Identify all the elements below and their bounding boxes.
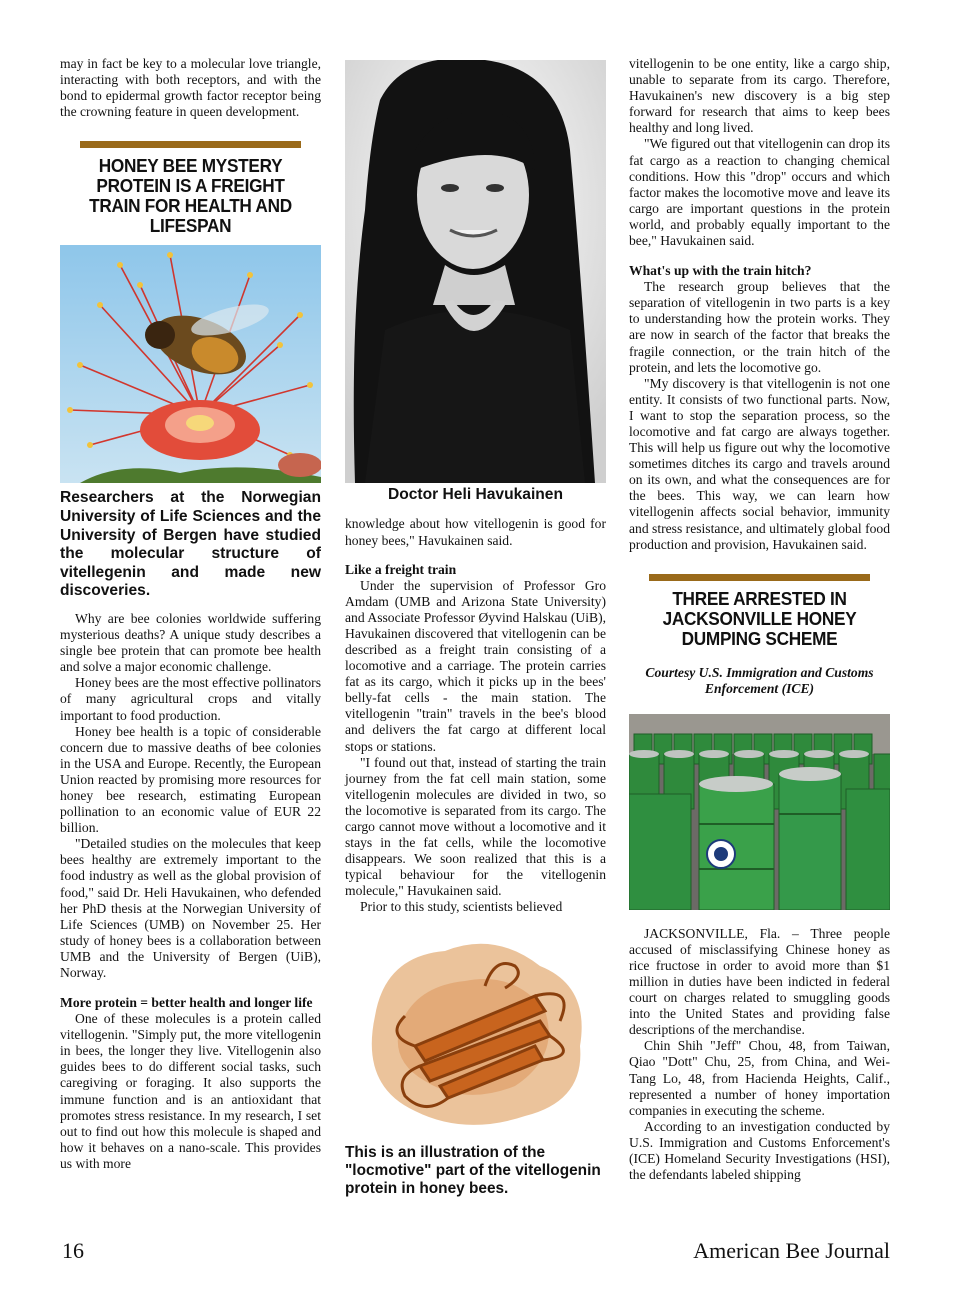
article-body-1 [60,611,321,1172]
article-headline-honey-dumping: THREE ARRESTED IN JACKSONVILLE HONEY DUMPING SCHEME [662,587,857,649]
bee-photo [60,245,321,483]
portrait-caption: Doctor Heli Havukainen [387,486,564,503]
page-number: 16 [62,1238,84,1263]
paragraph: Under the supervision of Professor Gro Amdam (UMB and Arizona State University) and Associate Professor Øyvind Halskau (UiB), Havukainen discovered that vitellogenin can be described as a freight train consisting of a locomotive and a carriage. The protein carries fat as its cargo, which it picks up in the bees' belly-fat cells - the main station. The vitellogenin "train" travels in the bee's blood and delivers the fat cargo at different local stops or stations. [345,577,606,754]
column-2 [345,60,606,1199]
article-body-3 [629,926,890,1184]
paragraph: vitellogenin to be one entity, like a cargo ship, unable to separate from its cargo. Therefore, Havukainen's new discovery is a big step forward for research that aims to keep bees healthy and long lived. [629,56,890,136]
paragraph: One of these molecules is a protein called vitellogenin. "Simply put, the more vitellogenin in bees, the longer they live. Vitellogenin also guides bees to do different social tasks, such caregiving or foraging. It also supports the immune function and is an antioxidant that promotes stress resistance. In my research, I set out to find out how this molecule is shaped and how it behaves on a nano-scale. This provides us with more [60,1011,321,1171]
column-1 [60,56,321,1172]
paragraph: Honey bees are the most effective pollinators of many agricultural crops and vitally important to food production. [60,675,321,723]
paragraph: "Detailed studies on the molecules that keep bees healthy are extremely important to the food industry as well as the global provision of food," said Dr. Heli Havukainen, who defended her PhD thesis at the Norwegian University of Life Sciences (UMB) on November 25. Her study of honey bees is a collaboration between UMB and the University of Bergen (UiB), Norway. [60,836,321,980]
portrait-photo [345,60,606,483]
intro-paragraph: may in fact be key to a molecular love triangle, interacting with both receptors, and with the bond to epidermal growth factor receptor being the crowning feature in queen development. [60,56,321,120]
headline-rule [80,141,301,148]
subheading: More protein = better health and longer life [60,995,313,1011]
paragraph: Prior to this study, scientists believed [360,899,563,915]
paragraph: "We figured out that vitellogenin can drop its fat cargo as a reaction to changing chemical conditions. How this "drop" occurs and which factor makes the locomotive move and leave its cargo are important questions in the protein world, and probably equally important to the bee," Havukainen said. [629,136,890,249]
subheading: What's up with the train hitch? [629,263,812,279]
paragraph: "I found out that, instead of starting the train journey from the fat cell main station, some vitellogenin molecules are divided in two, so the locomotive is separated from its cargo. The cargo cannot move without a locomotive and it stays in the fat cells, while the locomotive disappears. We soon realized that this is a typical behaviour for the vitellogenin molecule," Havukainen said. [345,754,606,899]
article-body-2 [345,516,606,915]
paragraph: According to an investigation conducted by U.S. Immigration and Customs Enforcement's (ICE) Homeland Security Investigations (HSI), the defendants labeled shipping [629,1118,890,1183]
honey-barrels-photo [629,714,890,910]
paragraph: Honey bee health is a topic of considerable concern due to massive deaths of bee colonies in the USA and Europe. Recently, the European Union reacted by promising more resources for honey bee research, estimating European pollination to an economic value of EUR 22 billion. [60,723,321,836]
paragraph: Chin Shih "Jeff" Chou, 48, from Taiwan, Qiao "Dott" Chu, 25, from China, and Wei-Tang Lo, 48, from Hacienda Heights, Calif., represented a number of honey importation companies in executing the scheme. [629,1038,890,1118]
paragraph: Why are bee colonies worldwide suffering mysterious deaths? A unique study describes a single bee protein that can promote bee health and solve a major economic challenge. [60,610,321,675]
paragraph: knowledge about how vitellogenin is good for honey bees," Havukainen said. [345,516,606,548]
column-3 [629,56,890,1183]
article-headline-protein: HONEY BEE MYSTERY PROTEIN IS A FREIGHT TRAIN FOR HEALTH AND LIFESPAN [89,155,292,237]
subheading: Like a freight train [345,561,457,577]
journal-name: American Bee Journal [693,1238,890,1263]
protein-caption: This is an illustration of the "locmotive" part of the vitellogenin protein in honey bees. [345,1143,601,1198]
protein-illustration [345,926,606,1136]
paragraph: JACKSONVILLE, Fla. – Three people accused of misclassifying Chinese honey as rice fructose in order to avoid more than $1 million in duties have been indicted in federal court on charges related to smuggling goods into the United States and providing false descriptions of the merchandise. [629,925,890,1038]
photo-credit: Courtesy U.S. Immigration and Customs Enforcement (ICE) [645,664,874,697]
bee-photo-caption: Researchers at the Norwegian University of Life Sciences and the University of Bergen have studied the molecular structure of vitellegenin and made new discoveries. [60,489,321,600]
paragraph: The research group believes that the separation of vitellogenin in two parts is a key to understanding how the protein works. They are now in search of the factor that breaks the fragile connection, or the train hitch of the protein, and lets the locomotive go. [629,279,890,375]
headline-rule [649,574,870,581]
paragraph: "My discovery is that vitellogenin is not one entity. It consists of two functional parts. Now, I want to stop the separation process, so the locomotive and fat cargo are always together. This will help us figure out why the locomotive sometimes ditches its cargo and travels around on its own, and what the consequences are for the bees. This way, we can learn how vitellogenin affects social behavior, immunity and stress resistance, and ultimately global food production and provision, Havukainen said. [629,375,890,552]
